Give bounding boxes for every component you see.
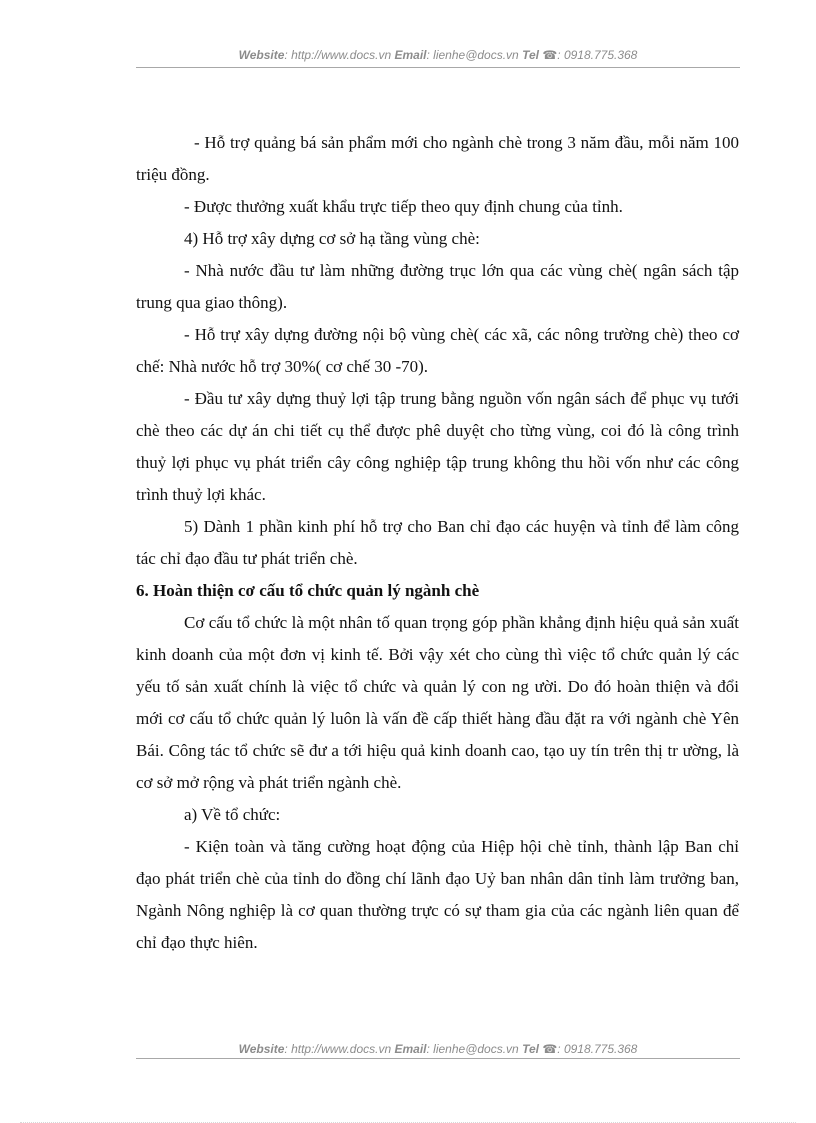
- paragraph-infrastructure-title: 4) Hỗ trợ xây dựng cơ sở hạ tầng vùng chè:: [184, 229, 480, 248]
- paragraph-promotion-support: - Hỗ trợ quảng bá sản phẩm mới cho ngành chè trong 3 năm đầu, mỗi năm 100 triệu đồng.: [136, 133, 739, 184]
- footer-email-label: Email: [394, 1042, 427, 1056]
- paragraph-internal-roads: - Hỗ trự xây dựng đường nội bộ vùng chè( các xã, các nông trường chè) theo cơ chế: Nhà nước hỗ trợ 30%( cơ chế 30 -70).: [136, 325, 739, 376]
- footer-divider: [136, 1058, 740, 1059]
- header-tel-label: Tel: [522, 48, 539, 62]
- header-tel-value: : 0918.775.368: [557, 48, 638, 62]
- header-email-label: Email: [394, 48, 427, 62]
- footer-tel-label: Tel: [522, 1042, 539, 1056]
- paragraph-organization-structure: Cơ cấu tổ chức là một nhân tố quan trọng góp phần khẳng định hiệu quả sản xuất kinh doanh của một đơn vị kinh tế. Bởi vậy xét cho cùng thì việc tổ chức quản lý các yếu tố sản xuất chính là việc tổ chức và quản lý con ng ười. Do đó hoàn thiện và đổi mới cơ cấu tổ chức quản lý luôn là vấn đề cấp thiết hàng đầu đặt ra với ngành chè Yên Bái. Công tác tổ chức sẽ đư a tới hiệu quả kinh doanh cao, tạo uy tín trên thị tr ường, là cơ sở mở rộng và phát triển ngành chè.: [136, 613, 739, 792]
- paragraph-tea-association: - Kiện toàn và tăng cường hoạt động của Hiệp hội chè tỉnh, thành lập Ban chỉ đạo phát triển chè của tỉnh do đồng chí lãnh đạo Uỷ ban nhân dân tỉnh làm trưởng ban, Ngành Nông nghiệp là cơ quan thường trực có sự tham gia của các ngành liên quan để chỉ đạo thực hiên.: [136, 837, 739, 952]
- paragraph-export-bonus: - Được thưởng xuất khẩu trực tiếp theo quy định chung của tỉnh.: [184, 197, 623, 216]
- page-header: [136, 48, 740, 62]
- header-website-value: : http://www.docs.vn: [284, 48, 392, 62]
- header-website-label: Website: [238, 48, 285, 62]
- paragraph-irrigation: - Đầu tư xây dựng thuỷ lợi tập trung bằng nguồn vốn ngân sách để phục vụ tưới chè theo các dự án chi tiết cụ thể được phê duyệt cho từng vùng, coi đó là công trình thuỷ lợi phục vụ phát triển cây công nghiệp tập trung không thu hồi vốn như các công trình thuỷ lợi khác.: [136, 389, 739, 504]
- page-footer: [136, 1042, 740, 1056]
- phone-icon: ☎: [542, 48, 558, 62]
- paragraph-steering-budget: 5) Dành 1 phần kinh phí hỗ trợ cho Ban chỉ đạo các huyện và tỉnh để làm công tác chỉ đạo đầu tư phát triển chè.: [136, 517, 739, 568]
- paragraph-state-investment: - Nhà nước đầu tư làm những đường trục lớn qua các vùng chè( ngân sách tập trung qua giao thông).: [136, 261, 739, 312]
- phone-icon: ☎: [542, 1042, 558, 1056]
- footer-website-label: Website: [238, 1042, 285, 1056]
- paragraph-organization-subtitle: a) Về tổ chức:: [184, 805, 281, 824]
- document-body: [136, 127, 739, 959]
- header-divider: [136, 67, 740, 68]
- footer-website-value: : http://www.docs.vn: [284, 1042, 392, 1056]
- footer-tel-value: : 0918.775.368: [557, 1042, 638, 1056]
- section-heading: 6. Hoàn thiện cơ cấu tổ chức quản lý ngành chè: [136, 581, 480, 600]
- footer-email-value: : lienhe@docs.vn: [426, 1042, 519, 1056]
- header-email-value: : lienhe@docs.vn: [426, 48, 519, 62]
